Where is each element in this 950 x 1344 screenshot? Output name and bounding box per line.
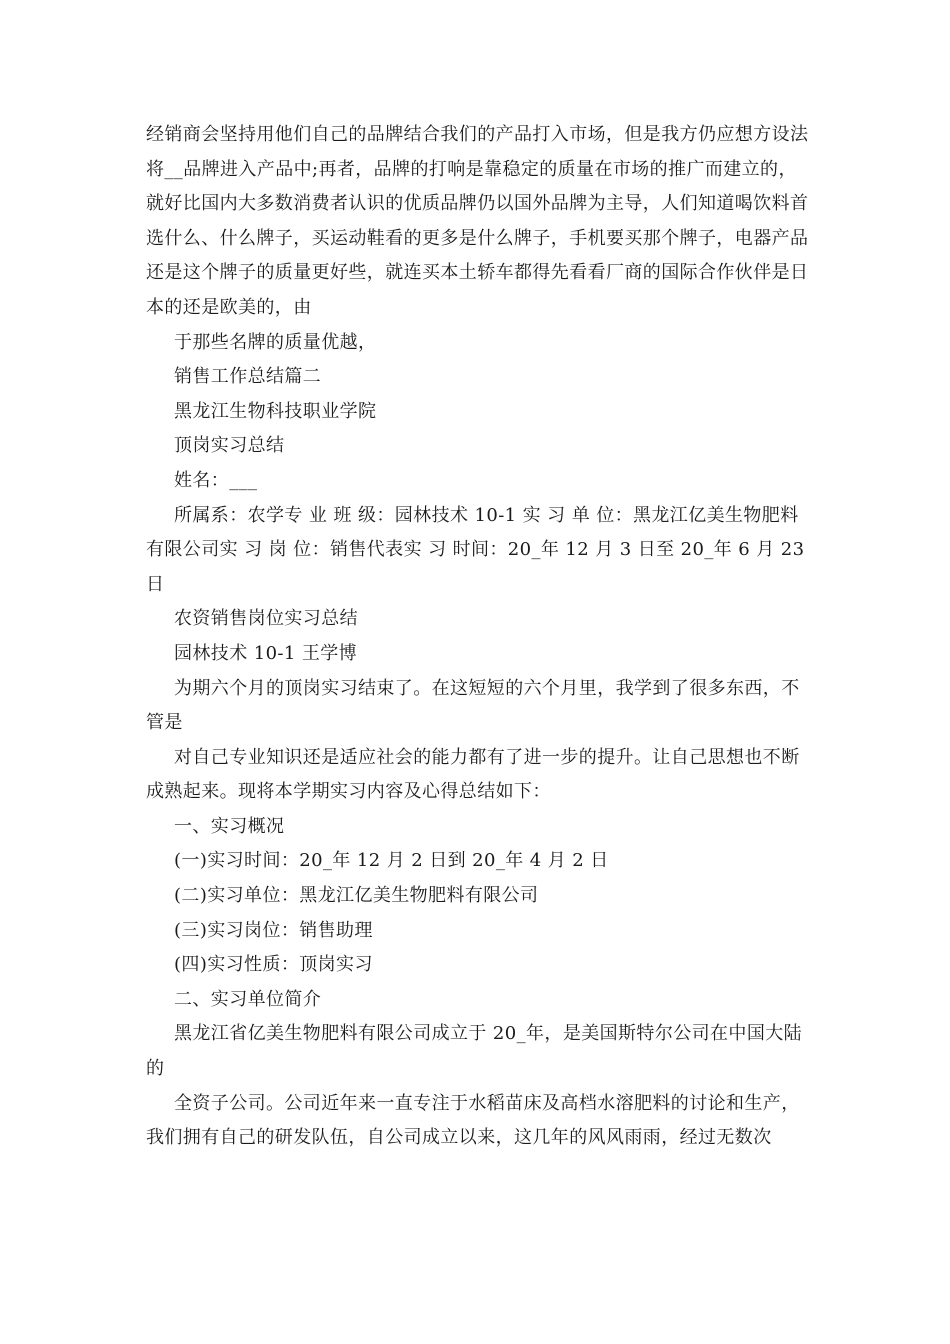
company-paragraph-1: 黑龙江省亿美生物肥料有限公司成立于 20_年，是美国斯特尔公司在中国大陆的	[146, 1023, 803, 1080]
department-info: 所属系：农学专 业 班 级：园林技术 10-1 实 习 单 位：黑龙江亿美生物肥料有限公司实 习 岗 位：销售代表实 习 时间：20_年 12 月 3 日至 20_年 6 月 23 日	[146, 504, 811, 595]
name-line: 姓名：___	[174, 469, 258, 491]
report-title: 顶岗实习总结	[174, 435, 285, 457]
school-name: 黑龙江生物科技职业学院	[174, 400, 377, 422]
paragraph-2: 于那些名牌的质量优越，	[174, 331, 377, 353]
section-heading-overview: 一、实习概况	[174, 815, 285, 837]
section-heading-company: 二、实习单位简介	[174, 988, 322, 1010]
paragraph-1: 经销商会坚持用他们自己的品牌结合我们的产品打入市场，但是我方仍应想方设法将__品牌进入产品中;再者，品牌的打响是靠稳定的质量在市场的推广而建立的，就好比国内大多数消费者认识的优质品牌仍以国外品牌为主导，人们知道喝饮料首选什么、什么牌子，买运动鞋看的更多是什么牌子，手机要买那个牌子，电器产品还是这个牌子的质量更好些，就连买本土轿车都得先看看厂商的国际合作伙伴是日本的还是欧美的，由	[146, 124, 809, 318]
overview-item-time: (一)实习时间：20_年 12 月 2 日到 20_年 4 月 2 日	[174, 850, 609, 872]
section-heading-2: 销售工作总结篇二	[174, 366, 322, 388]
paragraph-intro-cont: 对自己专业知识还是适应社会的能力都有了进一步的提升。让自己思想也不断成熟起来。现将本学期实习内容及心得总结如下：	[146, 746, 800, 803]
company-paragraph-2: 全资子公司。公司近年来一直专注于水稻苗床及高档水溶肥料的讨论和生产，我们拥有自己的研发队伍，自公司成立以来，这几年的风风雨雨，经过无数次	[146, 1092, 800, 1149]
paragraph-intro: 为期六个月的顶岗实习结束了。在这短短的六个月里，我学到了很多东西，不管是	[146, 677, 800, 734]
document-body	[146, 118, 810, 1156]
report-subtitle: 农资销售岗位实习总结	[174, 608, 358, 630]
author-line: 园林技术 10-1 王学博	[174, 642, 358, 664]
overview-item-unit: (二)实习单位：黑龙江亿美生物肥料有限公司	[174, 885, 539, 907]
overview-item-position: (三)实习岗位：销售助理	[174, 919, 373, 941]
overview-item-nature: (四)实习性质：顶岗实习	[174, 954, 373, 976]
